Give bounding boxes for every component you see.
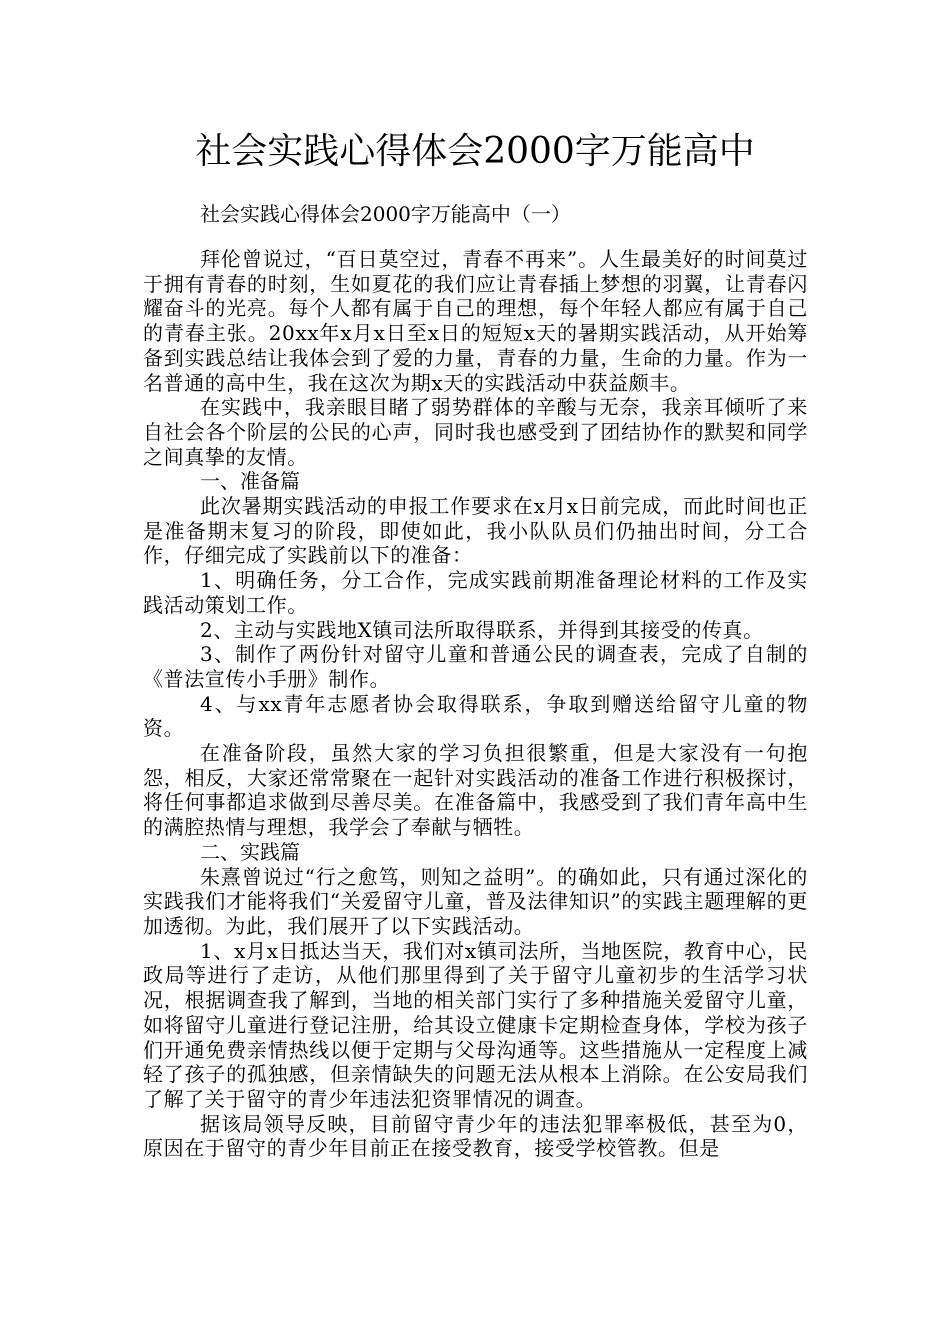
list-item-preparation-4: 4、与xx青年志愿者协会取得联系，争取到赠送给留守儿童的物资。 — [143, 691, 808, 741]
paragraph-preparation-overview: 此次暑期实践活动的申报工作要求在x月x日前完成，而此时间也正是准备期末复习的阶段，即使如此，我小队队员们仍抽出时间，分工合作，仔细完成了实践前以下的准备： — [143, 494, 808, 568]
paragraph-preparation-summary: 在准备阶段，虽然大家的学习负担很繁重，但是大家没有一句抱怨，相反，大家还常常聚在一起针对实践活动的准备工作进行积极探讨，将任何事都追求做到尽善尽美。在准备篇中，我感受到了我们青年高中生的满腔热情与理想，我学会了奉献与牺牲。 — [143, 741, 808, 840]
list-item-preparation-2: 2、主动与实践地X镇司法所取得联系，并得到其接受的传真。 — [200, 617, 764, 642]
list-item-preparation-3: 3、制作了两份针对留守儿童和普通公民的调查表，完成了自制的《普法宣传小手册》制作。 — [143, 642, 808, 691]
paragraph-intro: 拜伦曾说过，“百日莫空过，青春不再来”。人生最美好的时间莫过于拥有青春的时刻，生如夏花的我们应让青春插上梦想的羽翼，让青春闪耀奋斗的光亮。每个人都有属于自己的理想，每个年轻人都应有属于自己的青春主张。20xx年x月x日至x日的短短x天的暑期实践活动，从开始筹备到实践总结让我体会到了爱的力量，青春的力量，生命的力量。作为一名普通的高中生，我在这次为期x天的实践活动中获益颇丰。 — [143, 247, 808, 395]
paragraph-practice-feelings: 在实践中，我亲眼目睹了弱势群体的辛酸与无奈，我亲耳倾听了来自社会各个阶层的公民的心声，同时我也感受到了团结协作的默契和同学之间真挚的友情。 — [143, 395, 808, 469]
paragraph-practice-intro: 朱熹曾说过“行之愈笃，则知之益明”。的确如此，只有通过深化的实践我们才能将我们“关爱留守儿童，普及法律知识”的实践主题理解的更加透彻。为此，我们展开了以下实践活动。 — [143, 864, 808, 938]
document-title: 社会实践心得体会2000字万能高中 — [195, 131, 755, 172]
section-heading-practice: 二、实践篇 — [200, 839, 300, 864]
list-item-preparation-1: 1、明确任务，分工合作，完成实践前期准备理论材料的工作及实践活动策划工作。 — [143, 568, 808, 617]
document-subtitle: 社会实践心得体会2000字万能高中（一） — [200, 202, 571, 226]
paragraph-police-report: 据该局领导反映，目前留守青少年的违法犯罪率极低，甚至为0，原因在于留守的青少年目前正在接受教育，接受学校管教。但是 — [143, 1111, 808, 1161]
list-item-practice-1: 1、x月x日抵达当天，我们对x镇司法所，当地医院，教育中心，民政局等进行了走访，从他们那里得到了关于留守儿童初步的生活学习状况，根据调查我了解到，当地的相关部门实行了多种措施关爱留守儿童，如将留守儿童进行登记注册，给其设立健康卡定期检查身体，学校为孩子们开通免费亲情热线以便于定期与父母沟通等。这些措施从一定程度上减轻了孩子的孤独感，但亲情缺失的问题无法从根本上消除。在公安局我们了解了关于留守的青少年违法犯资罪情况的调查。 — [143, 938, 808, 1111]
section-heading-preparation: 一、准备篇 — [200, 469, 300, 494]
document-body — [143, 247, 808, 1161]
